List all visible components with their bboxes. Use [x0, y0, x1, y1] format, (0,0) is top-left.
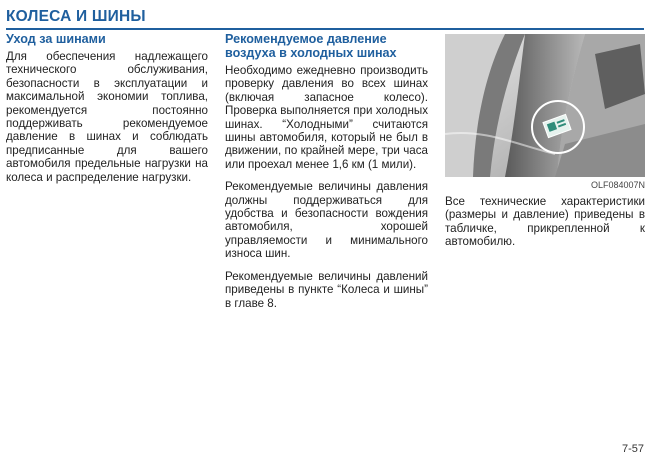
door-pillar-tire-label-illustration — [445, 34, 645, 177]
column-cold-tire-pressure — [225, 32, 428, 319]
paragraph-tire-care: Для обеспечения надлежащего технического обслуживания, безопасности в эксплуатации и максимальной экономии топлива, рекомендуется постоянно поддерживать рекомендуемое давление в шинах и соблюдать предписанные для вашего автомобиля предельные нагрузки на колеса и распределение нагрузки. — [6, 50, 208, 184]
figure-code: OLF084007N — [590, 180, 645, 190]
heading-tire-care: Уход за шинами — [6, 32, 106, 46]
paragraph-daily-check: Необходимо ежедневно производить проверку давления во всех шинах (включая запасное колесо). Проверка выполняется при холодных шинах. “Холодными” считаются шины автомобиля, который не был в движении, по крайней мере, три часа или проехал менее 1,6 км (1 мили). — [225, 64, 428, 171]
page-number: 7-57 — [621, 443, 644, 455]
figure-caption: Все технические характеристики (размеры и давление) приведены в табличке, прикрепленной к автомобилю. — [445, 195, 645, 249]
heading-cold-tire-pressure: Рекомендуемое давление воздуха в холодных шинах — [225, 32, 397, 60]
paragraph-recommended-values: Рекомендуемые величины давления должны поддерживаться для удобства и безопасности вождения автомобиля, хорошей управляемости и минимального износа шин. — [225, 180, 428, 261]
section-title: КОЛЕСА И ШИНЫ — [6, 8, 146, 25]
paragraph-reference: Рекомендуемые величины давлений приведены в пункте “Колеса и шины” в главе 8. — [225, 269, 428, 310]
column-tire-care — [6, 32, 208, 193]
title-divider — [6, 28, 644, 30]
